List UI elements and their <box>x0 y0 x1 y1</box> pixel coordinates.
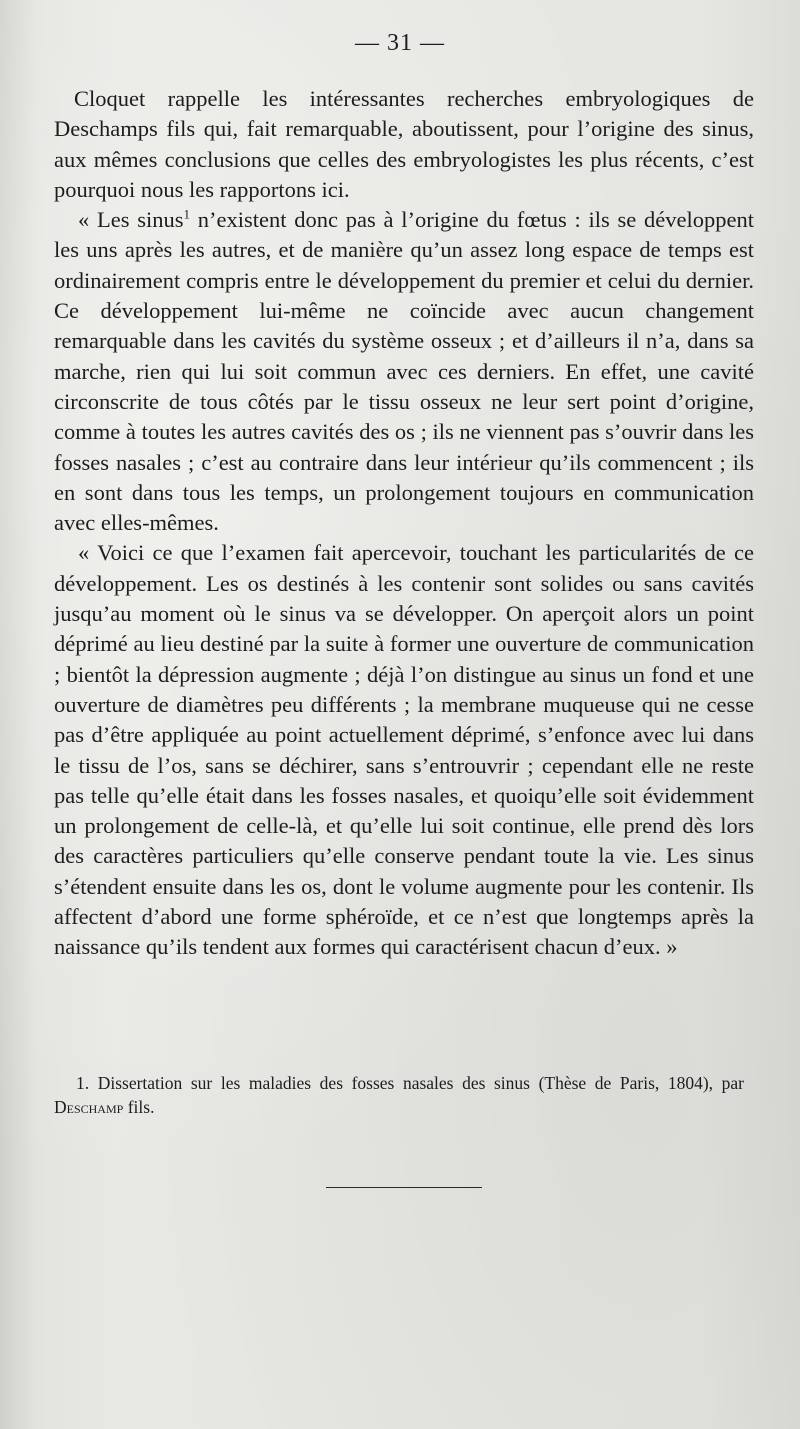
page-number: — 31 — <box>355 30 445 56</box>
body-text <box>54 84 754 963</box>
end-rule <box>326 1187 482 1188</box>
quote-1-rest: n’existent donc pas à l’origine du fœtus : ils se développent les uns après les autres, et de manière qu’un assez long espace de temps est ordinairement compris entre le développement du premier et celui du dernier. Ce développement lui-même ne coïncide avec aucun changement remarquable dans les cavités du système osseux ; et d’ailleurs il n’a, dans sa marche, rien qui lui soit commun avec ces derniers. En effet, une cavité circonscrite de tous côtés par le tissu osseux ne leur sert point d’origine, comme à toutes les autres cavités des os ; ils ne viennent pas s’ouvrir dans les fosses nasales ; c’est au contraire dans leur intérieur qu’ils commencent ; ils en sont dans tous les temps, un prolongement toujours en communication avec elles-mêmes. <box>54 207 755 536</box>
footnote-reference: 1 <box>183 206 191 222</box>
paragraph-intro: Cloquet rappelle les intéressantes recherches embryologiques de Deschamps fils qui, fait remarquable, aboutissent, pour l’origine des sinus, aux mêmes conclusions que celles des embryologistes les plus récents, c’est pourquoi nous les rapportons ici. <box>54 86 754 202</box>
footnote-author: Deschamp <box>54 1097 124 1117</box>
quote-1-start: « Les sinus <box>78 207 184 233</box>
footnote-text: 1. Dissertation sur les maladies des fosses nasales des sinus (Thèse de Paris, 1804), par <box>76 1073 744 1093</box>
footnote-suffix: fils. <box>123 1097 155 1117</box>
footnote <box>54 1071 744 1119</box>
paragraph-quote-2: « Voici ce que l’examen fait apercevoir, touchant les particularités de ce développement. Les os destinés à les contenir sont solides ou sans cavités jusqu’au moment où le sinus va se développer. On aperçoit alors un point déprimé au lieu destiné par la suite à former une ouverture de communication ; bientôt la dépression augmente ; déjà l’on distingue au sinus un fond et une ouverture de diamètres peu différents ; la membrane muqueuse qui ne cesse pas d’être appliquée au point actuellement déprimé, s’enfonce avec lui dans le tissu de l’os, sans se déchirer, sans s’entrouvrir ; cependant elle ne reste pas telle qu’elle était dans les fosses nasales, et quoiqu’elle soit évidemment un prolongement de celle-là, et qu’elle lui soit continue, elle prend dès lors des caractères particuliers qu’elle conserve pendant toute la vie. Les sinus s’étendent ensuite dans les os, dont le volume augmente pour les contenir. Ils affectent d’abord une forme sphéroïde, et ce n’est que longtemps après la naissance qu’ils tendent aux formes qui caractérisent chacun d’eux. » <box>54 540 754 960</box>
paragraph-quote-1 <box>54 205 754 538</box>
